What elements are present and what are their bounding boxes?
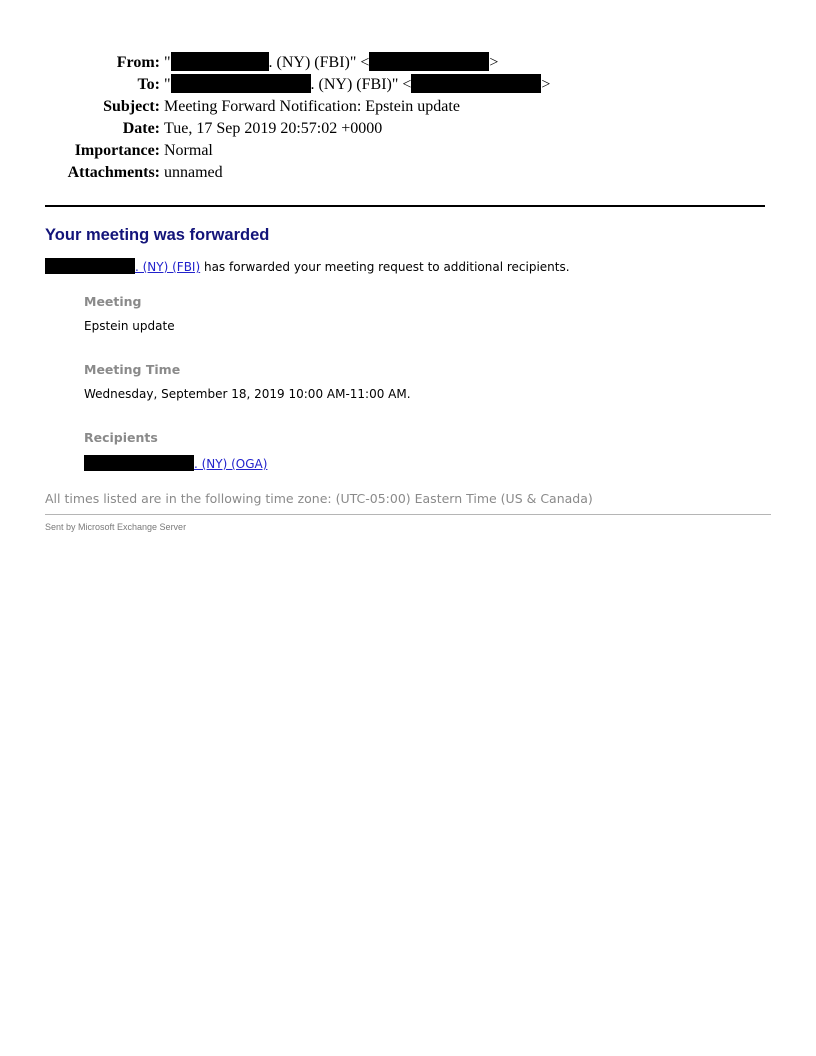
from-value [164, 52, 498, 74]
redaction-block [171, 52, 269, 71]
from-name-suffix: . (NY) (FBI)" < [268, 54, 370, 71]
meeting-time-label: Meeting Time [84, 362, 181, 377]
attachments-label: Attachments: [67, 164, 160, 181]
meeting-time-value: Wednesday, September 18, 2019 10:00 AM-11:00 AM. [84, 387, 411, 401]
attachments-value: unnamed [164, 164, 223, 181]
redaction-block [369, 52, 489, 71]
redaction-block [171, 74, 311, 93]
from-label: From: [116, 54, 160, 71]
to-name-suffix: . (NY) (FBI)" < [310, 76, 412, 93]
date-label: Date: [122, 120, 160, 137]
redaction-block [411, 74, 541, 93]
forward-message-text: has forwarded your meeting request to additional recipients. [200, 260, 570, 274]
importance-label: Importance: [74, 142, 160, 159]
subject-label: Subject: [103, 98, 160, 115]
recipients-value [84, 455, 267, 471]
to-label: To: [137, 76, 160, 93]
sent-by-footer: Sent by Microsoft Exchange Server [45, 522, 187, 532]
from-quote: " [164, 54, 171, 71]
footer-divider [45, 514, 771, 515]
to-quote: " [164, 76, 171, 93]
to-value [164, 74, 550, 96]
from-close: > [489, 54, 499, 71]
recipient-link[interactable]: . (NY) (OGA) [194, 457, 268, 471]
redaction-block [84, 455, 194, 471]
importance-value: Normal [164, 142, 213, 159]
notice-title: Your meeting was forwarded [45, 226, 270, 244]
meeting-label: Meeting [84, 294, 142, 309]
recipients-label: Recipients [84, 430, 158, 445]
meeting-value: Epstein update [84, 319, 175, 333]
header-divider [45, 205, 765, 207]
timezone-note: All times listed are in the following time zone: (UTC-05:00) Eastern Time (US & Canada) [45, 491, 593, 506]
forward-message [45, 258, 570, 274]
redaction-block [45, 258, 135, 274]
to-close: > [541, 76, 551, 93]
date-value: Tue, 17 Sep 2019 20:57:02 +0000 [164, 120, 383, 137]
subject-value: Meeting Forward Notification: Epstein update [164, 98, 460, 115]
forwarder-link[interactable]: . (NY) (FBI) [135, 260, 201, 274]
